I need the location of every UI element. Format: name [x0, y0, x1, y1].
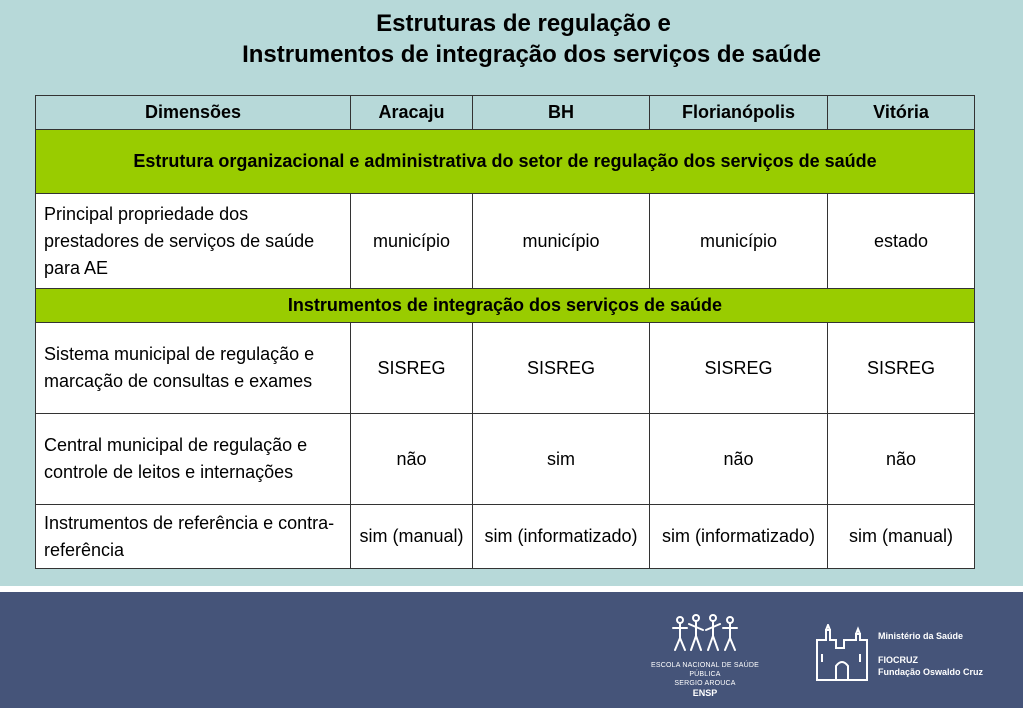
- cell-vitoria: não: [828, 414, 975, 505]
- ensp-school-subname: SERGIO AROUCA: [674, 680, 736, 687]
- ensp-school-name: ESCOLA NACIONAL DE SAÚDE PÚBLICA: [650, 662, 760, 678]
- header-florianopolis: Florianópolis: [650, 96, 828, 130]
- row-label: Central municipal de regulação e controle de leitos e internações: [36, 414, 351, 505]
- header-dimensoes: Dimensões: [36, 96, 351, 130]
- cell-bh: sim: [473, 414, 650, 505]
- row-label: Instrumentos de referência e contra-referência: [36, 505, 351, 569]
- cell-aracaju: sim (manual): [351, 505, 473, 569]
- ensp-logo: [650, 612, 760, 699]
- fiocruz-text: [878, 630, 983, 678]
- section-row-structure: [36, 130, 975, 194]
- row-label: Principal propriedade dos prestadores de serviços de saúde para AE: [36, 194, 351, 289]
- cell-florianopolis: município: [650, 194, 828, 289]
- ensp-abbreviation: ENSP: [692, 688, 718, 698]
- fiocruz-full-label: Fundação Oswaldo Cruz: [878, 667, 984, 677]
- cell-florianopolis: SISREG: [650, 323, 828, 414]
- ministry-label: Ministério da Saúde: [878, 631, 964, 641]
- header-bh: BH: [473, 96, 650, 130]
- cell-bh: sim (informatizado): [473, 505, 650, 569]
- cell-florianopolis: não: [650, 414, 828, 505]
- fiocruz-castle-icon: [814, 624, 870, 682]
- cell-aracaju: município: [351, 194, 473, 289]
- row-label: Sistema municipal de regulação e marcação de consultas e exames: [36, 323, 351, 414]
- cell-vitoria: SISREG: [828, 323, 975, 414]
- section-title: Instrumentos de integração dos serviços de saúde: [36, 289, 975, 323]
- ensp-figures-icon: [670, 612, 740, 656]
- header-vitoria: Vitória: [828, 96, 975, 130]
- cell-bh: município: [473, 194, 650, 289]
- table-row: [36, 194, 975, 289]
- table-row: [36, 414, 975, 505]
- table-header-row: [36, 96, 975, 130]
- table-row: [36, 505, 975, 569]
- section-title: Estrutura organizacional e administrativa do setor de regulação dos serviços de saúde: [36, 130, 975, 194]
- fiocruz-label: FIOCRUZ: [878, 655, 918, 665]
- table-row: [36, 323, 975, 414]
- cell-aracaju: não: [351, 414, 473, 505]
- title-line-2: Instrumentos de integração dos serviços de saúde: [242, 41, 821, 68]
- footer-bar: [0, 586, 1023, 708]
- comparison-table: [35, 95, 975, 569]
- cell-bh: SISREG: [473, 323, 650, 414]
- section-row-instruments: [36, 289, 975, 323]
- cell-vitoria: estado: [828, 194, 975, 289]
- cell-florianopolis: sim (informatizado): [650, 505, 828, 569]
- header-aracaju: Aracaju: [351, 96, 473, 130]
- title-line-1: Estruturas de regulação e: [376, 10, 671, 37]
- slide-title: [0, 8, 1023, 70]
- cell-vitoria: sim (manual): [828, 505, 975, 569]
- cell-aracaju: SISREG: [351, 323, 473, 414]
